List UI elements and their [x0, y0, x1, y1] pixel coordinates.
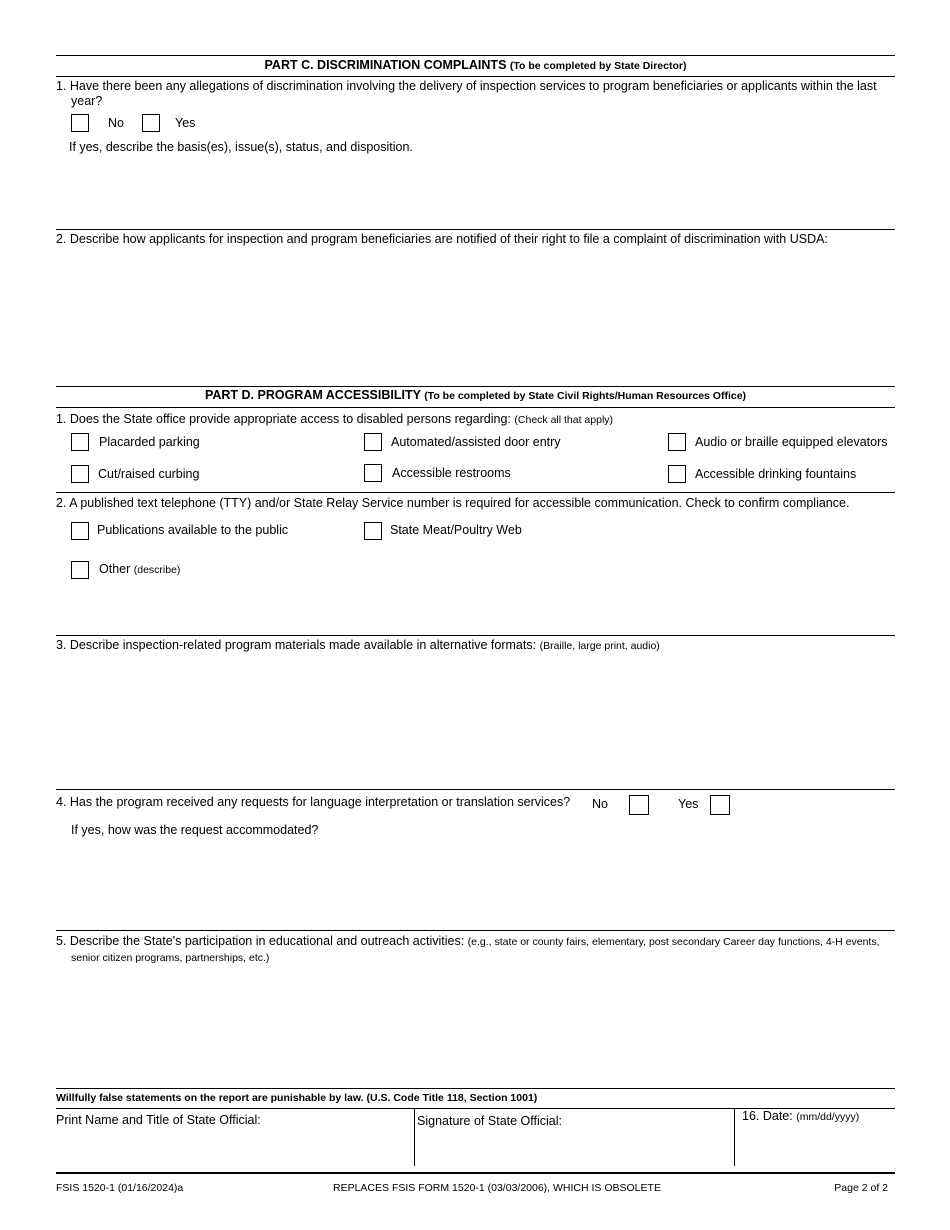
- part-d-q4-answer-area[interactable]: [56, 842, 895, 928]
- part-d-q5-hint: (e.g., state or county fairs, elementary, post secondary Career day functions, 4-H events, senior citizen programs, partnerships, etc.): [71, 936, 880, 964]
- part-d-q3-rule: [56, 635, 895, 636]
- drinking-fountains-label: Accessible drinking fountains: [695, 467, 857, 481]
- part-d-top-rule: [56, 386, 895, 387]
- part-d-q4-followup: If yes, how was the request accommodated?: [71, 823, 319, 837]
- publications-checkbox[interactable]: [71, 522, 89, 540]
- part-d-title-rule: [56, 407, 895, 408]
- part-d-q4-text: 4. Has the program received any requests for language interpretation or translation services?: [56, 795, 571, 809]
- print-name-field[interactable]: [56, 1130, 412, 1166]
- part-c-q1-yes-checkbox[interactable]: [142, 114, 160, 132]
- elevators-checkbox[interactable]: [668, 433, 686, 451]
- elevators-label: Audio or braille equipped elevators: [695, 435, 888, 449]
- placarded-parking-label: Placarded parking: [99, 435, 200, 449]
- part-c-q1-no-checkbox[interactable]: [71, 114, 89, 132]
- part-c-q1-answer-area[interactable]: [56, 158, 895, 228]
- other-label-hint: (describe): [133, 564, 181, 576]
- part-d-q1-hint: (Check all that apply): [514, 414, 614, 426]
- part-d-q1-text: [56, 412, 613, 428]
- date-label-hint: (mm/dd/yyyy): [796, 1111, 860, 1123]
- signature-divider-2: [734, 1108, 735, 1166]
- replaces-notice: REPLACES FSIS FORM 1520-1 (03/03/2006), WHICH IS OBSOLETE: [333, 1182, 661, 1194]
- door-entry-checkbox[interactable]: [364, 433, 382, 451]
- part-c-top-rule: [56, 55, 895, 56]
- part-d-title: [56, 388, 895, 404]
- print-name-label: Print Name and Title of State Official:: [56, 1113, 261, 1127]
- part-d-q3-answer-area[interactable]: [56, 656, 895, 786]
- other-checkbox[interactable]: [71, 561, 89, 579]
- other-label-text: Other: [99, 562, 131, 576]
- false-statement-warning: Willfully false statements on the report are punishable by law. (U.S. Code Title 118, Section 1001): [56, 1092, 538, 1104]
- part-d-q4-yes-label: Yes: [678, 797, 699, 811]
- part-c-q1-followup: If yes, describe the basis(es), issue(s), status, and disposition.: [69, 140, 413, 154]
- door-entry-label: Automated/assisted door entry: [391, 435, 561, 449]
- restrooms-label: Accessible restrooms: [392, 466, 511, 480]
- part-d-q5-text: [56, 934, 910, 966]
- part-d-q5-question: 5. Describe the State's participation in educational and outreach activities:: [56, 934, 465, 948]
- part-d-q4-no-checkbox[interactable]: [629, 795, 649, 815]
- part-d-q2-text: 2. A published text telephone (TTY) and/or State Relay Service number is required for accessible communication. Check to confirm compliance.: [56, 496, 850, 510]
- part-d-q5-answer-area[interactable]: [56, 966, 895, 1084]
- footer-rule: [56, 1172, 895, 1174]
- other-describe-area[interactable]: [56, 582, 895, 632]
- part-c-q1-no-label: No: [108, 116, 124, 130]
- part-d-q4-no-label: No: [592, 797, 608, 811]
- part-c-q2-rule: [56, 229, 895, 230]
- part-d-q5-rule: [56, 930, 895, 931]
- part-d-q2-rule: [56, 492, 895, 493]
- restrooms-checkbox[interactable]: [364, 464, 382, 482]
- form-id: FSIS 1520-1 (01/16/2024)a: [56, 1182, 184, 1194]
- other-label: [99, 562, 180, 578]
- part-d-q3-text: [56, 638, 660, 654]
- part-c-q2-answer-area[interactable]: [56, 250, 895, 384]
- part-d-q1-question: 1. Does the State office provide appropriate access to disabled persons regarding:: [56, 412, 511, 426]
- placarded-parking-checkbox[interactable]: [71, 433, 89, 451]
- date-label: [742, 1109, 859, 1125]
- signature-field[interactable]: [417, 1130, 732, 1166]
- part-c-q1-yes-label: Yes: [175, 116, 196, 130]
- meat-poultry-web-label: State Meat/Poultry Web: [390, 523, 522, 537]
- date-label-text: 16. Date:: [742, 1109, 793, 1123]
- part-c-q1-text: 1. Have there been any allegations of discrimination involving the delivery of inspection services to program beneficiaries or applicants within the last year?: [56, 79, 877, 108]
- curbing-checkbox[interactable]: [71, 465, 89, 483]
- publications-label: Publications available to the public: [97, 523, 289, 537]
- meat-poultry-web-checkbox[interactable]: [364, 522, 382, 540]
- warning-top-rule: [56, 1088, 895, 1089]
- part-c-title-rule: [56, 76, 895, 77]
- part-d-q4-rule: [56, 789, 895, 790]
- drinking-fountains-checkbox[interactable]: [668, 465, 686, 483]
- part-c-subtitle: (To be completed by State Director): [509, 60, 687, 72]
- part-d-q3-hint: (Braille, large print, audio): [539, 640, 660, 652]
- part-c-q2-text: 2. Describe how applicants for inspection and program beneficiaries are notified of their right to file a complaint of discrimination with USDA:: [56, 232, 828, 246]
- part-d-subtitle: (To be completed by State Civil Rights/Human Resources Office): [424, 390, 747, 402]
- part-d-q3-question: 3. Describe inspection-related program materials made available in alternative formats:: [56, 638, 537, 652]
- curbing-label: Cut/raised curbing: [98, 467, 200, 481]
- signature-label: Signature of State Official:: [417, 1114, 562, 1128]
- page-number: Page 2 of 2: [834, 1182, 888, 1194]
- date-field[interactable]: [738, 1126, 893, 1166]
- part-d-q4-yes-checkbox[interactable]: [710, 795, 730, 815]
- signature-divider-1: [414, 1108, 415, 1166]
- part-d-title-text: PART D. PROGRAM ACCESSIBILITY: [204, 388, 421, 402]
- part-c-title: [56, 58, 895, 74]
- part-c-title-text: PART C. DISCRIMINATION COMPLAINTS: [264, 58, 507, 72]
